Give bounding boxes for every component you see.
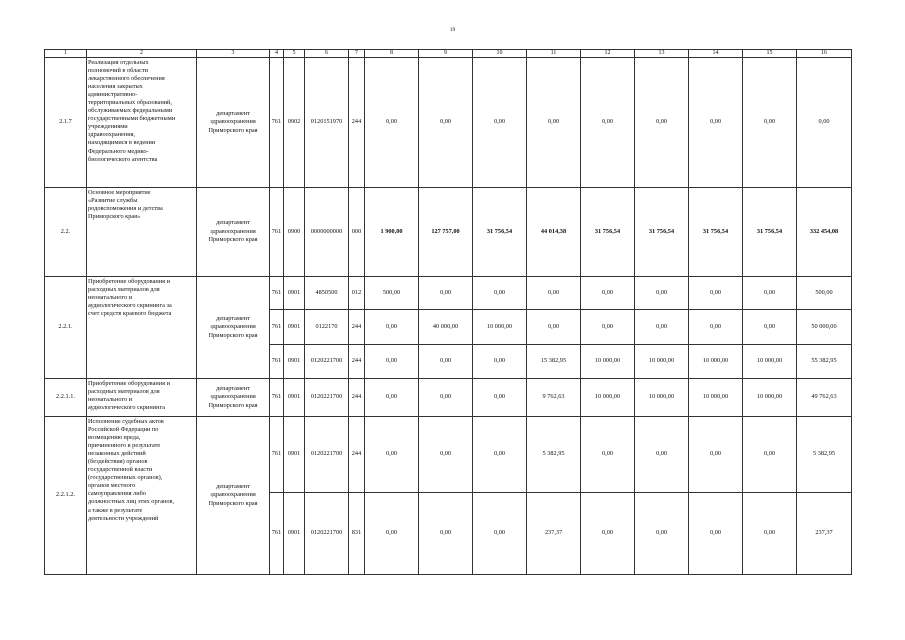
amount-cell: 0,00 — [419, 379, 473, 417]
amount-cell: 0,00 — [581, 277, 635, 310]
amount-cell: 0,00 — [365, 379, 419, 417]
amount-cell: 0,00 — [581, 310, 635, 345]
header-cell: 1 — [45, 50, 87, 58]
amount-cell: 0,00 — [473, 345, 527, 379]
budget-code-grbs: 761 — [270, 379, 284, 417]
budget-table — [44, 49, 852, 575]
amount-cell: 500,00 — [365, 277, 419, 310]
budget-code-target: 0120151970 — [305, 58, 349, 188]
amount-cell: 10 000,00 — [635, 345, 689, 379]
amount-cell: 0,00 — [365, 345, 419, 379]
amount-cell: 10 000,00 — [689, 345, 743, 379]
amount-cell: 31 756,54 — [581, 188, 635, 277]
amount-cell: 332 454,08 — [797, 188, 852, 277]
budget-code-section: 0901 — [284, 310, 305, 345]
amount-cell: 0,00 — [365, 310, 419, 345]
amount-cell: 55 382,95 — [797, 345, 852, 379]
amount-cell: 0,00 — [419, 345, 473, 379]
budget-code-target: 0000000000 — [305, 188, 349, 277]
budget-code-grbs: 761 — [270, 58, 284, 188]
amount-cell: 0,00 — [743, 277, 797, 310]
budget-code-target: 0120221700 — [305, 493, 349, 575]
amount-cell: 0,00 — [473, 277, 527, 310]
amount-cell: 0,00 — [419, 493, 473, 575]
header-cell: 13 — [635, 50, 689, 58]
header-cell: 6 — [305, 50, 349, 58]
amount-cell: 0,00 — [743, 493, 797, 575]
header-cell: 16 — [797, 50, 852, 58]
department: департамент здравоохранения Приморского края — [197, 188, 270, 277]
activity-name: Основное мероприятие «Развитие службы родовспоможения и детства Приморского края» — [87, 188, 197, 277]
amount-cell: 10 000,00 — [689, 379, 743, 417]
budget-code-expense: 244 — [349, 310, 365, 345]
amount-cell: 0,00 — [635, 417, 689, 493]
department: департамент здравоохранения Приморского края — [197, 58, 270, 188]
budget-code-expense: 000 — [349, 188, 365, 277]
header-cell: 10 — [473, 50, 527, 58]
amount-cell: 0,00 — [419, 58, 473, 188]
amount-cell: 0,00 — [581, 58, 635, 188]
budget-code-grbs: 761 — [270, 417, 284, 493]
budget-code-target: 0120221700 — [305, 345, 349, 379]
budget-code-section: 0902 — [284, 58, 305, 188]
amount-cell: 0,00 — [365, 417, 419, 493]
budget-code-target: 0122170 — [305, 310, 349, 345]
budget-code-grbs: 761 — [270, 277, 284, 310]
header-cell: 11 — [527, 50, 581, 58]
header-cell: 2 — [87, 50, 197, 58]
amount-cell: 0,00 — [419, 417, 473, 493]
amount-cell: 0,00 — [527, 58, 581, 188]
department: департамент здравоохранения Приморского края — [197, 277, 270, 379]
amount-cell: 0,00 — [743, 58, 797, 188]
amount-cell: 237,37 — [797, 493, 852, 575]
amount-cell: 0,00 — [743, 417, 797, 493]
table-row — [45, 379, 852, 417]
budget-code-grbs: 761 — [270, 345, 284, 379]
amount-cell: 0,00 — [635, 493, 689, 575]
amount-cell: 0,00 — [527, 310, 581, 345]
amount-cell: 0,00 — [527, 277, 581, 310]
row-number: 2.2.1.2. — [45, 417, 87, 575]
budget-code-section: 0900 — [284, 188, 305, 277]
header-cell: 14 — [689, 50, 743, 58]
amount-cell: 0,00 — [689, 417, 743, 493]
amount-cell: 0,00 — [581, 493, 635, 575]
activity-name: Исполнение судебных актов Российской Федерации по возмещению вреда, причиненного в результате незаконных действий (бездействия) органов государственной власти (государственных органов), органов местного самоуправления либо должностных лиц этих органов, а также в результате деятельности учреждений — [87, 417, 197, 575]
table-row — [45, 58, 852, 188]
budget-code-section: 0901 — [284, 379, 305, 417]
department: департамент здравоохранения Приморского края — [197, 379, 270, 417]
header-cell: 12 — [581, 50, 635, 58]
amount-cell: 10 000,00 — [743, 379, 797, 417]
amount-cell: 5 382,95 — [527, 417, 581, 493]
amount-cell: 5 382,95 — [797, 417, 852, 493]
budget-code-grbs: 761 — [270, 188, 284, 277]
budget-code-expense: 831 — [349, 493, 365, 575]
activity-name: Приобретение оборудования и расходных материалов для неонатального и аудиологического скрининга — [87, 379, 197, 417]
amount-cell: 50 000,00 — [797, 310, 852, 345]
amount-cell: 0,00 — [689, 310, 743, 345]
budget-code-section: 0901 — [284, 417, 305, 493]
budget-code-expense: 244 — [349, 58, 365, 188]
row-number: 2.2.1. — [45, 277, 87, 379]
amount-cell: 31 756,54 — [635, 188, 689, 277]
amount-cell: 127 757,00 — [419, 188, 473, 277]
budget-code-expense: 012 — [349, 277, 365, 310]
amount-cell: 0,00 — [473, 58, 527, 188]
amount-cell: 0,00 — [473, 417, 527, 493]
row-number: 2.2.1.1. — [45, 379, 87, 417]
budget-code-grbs: 761 — [270, 310, 284, 345]
amount-cell: 0,00 — [743, 310, 797, 345]
header-cell: 9 — [419, 50, 473, 58]
amount-cell: 10 000,00 — [581, 379, 635, 417]
amount-cell: 10 000,00 — [743, 345, 797, 379]
amount-cell: 44 014,38 — [527, 188, 581, 277]
budget-code-section: 0901 — [284, 345, 305, 379]
amount-cell: 0,00 — [689, 493, 743, 575]
amount-cell: 237,37 — [527, 493, 581, 575]
amount-cell: 31 756,54 — [689, 188, 743, 277]
budget-code-target: 4850500 — [305, 277, 349, 310]
budget-code-expense: 244 — [349, 345, 365, 379]
budget-code-target: 0120221700 — [305, 379, 349, 417]
amount-cell: 10 000,00 — [473, 310, 527, 345]
header-cell: 15 — [743, 50, 797, 58]
budget-code-grbs: 761 — [270, 493, 284, 575]
amount-cell: 0,00 — [473, 493, 527, 575]
activity-name: Реализация отдельных полномочий в области лекарственного обеспечения населения закрытых административно- территориальных образований, обслуживаемых федеральными государственными бюджетными учреждениями здравоохранения, находящимися в ведении Федерального медико- биологического агентства — [87, 58, 197, 188]
amount-cell: 10 000,00 — [635, 379, 689, 417]
amount-cell: 1 900,00 — [365, 188, 419, 277]
table-row — [45, 277, 852, 310]
department: департамент здравоохранения Приморского края — [197, 417, 270, 575]
amount-cell: 0,00 — [797, 58, 852, 188]
header-cell: 3 — [197, 50, 270, 58]
budget-code-expense: 244 — [349, 379, 365, 417]
amount-cell: 0,00 — [635, 310, 689, 345]
amount-cell: 0,00 — [473, 379, 527, 417]
amount-cell: 0,00 — [689, 277, 743, 310]
amount-cell: 0,00 — [635, 277, 689, 310]
amount-cell: 31 756,54 — [743, 188, 797, 277]
header-cell: 7 — [349, 50, 365, 58]
amount-cell: 0,00 — [581, 417, 635, 493]
amount-cell: 31 756,54 — [473, 188, 527, 277]
header-cell: 8 — [365, 50, 419, 58]
amount-cell: 9 762,63 — [527, 379, 581, 417]
header-cell: 5 — [284, 50, 305, 58]
amount-cell: 0,00 — [419, 277, 473, 310]
header-cell: 4 — [270, 50, 284, 58]
amount-cell: 0,00 — [365, 493, 419, 575]
budget-code-section: 0901 — [284, 277, 305, 310]
budget-code-section: 0901 — [284, 493, 305, 575]
activity-name: Приобретение оборудования и расходных материалов для неонатального и аудиологического скрининга за счет средств краевого бюджета — [87, 277, 197, 379]
amount-cell: 0,00 — [689, 58, 743, 188]
header-row — [45, 50, 852, 58]
amount-cell: 10 000,00 — [581, 345, 635, 379]
amount-cell: 500,00 — [797, 277, 852, 310]
amount-cell: 49 762,63 — [797, 379, 852, 417]
table-row — [45, 188, 852, 277]
row-number: 2.2. — [45, 188, 87, 277]
amount-cell: 0,00 — [635, 58, 689, 188]
amount-cell: 0,00 — [365, 58, 419, 188]
page-number: 19 — [449, 27, 456, 33]
budget-code-expense: 244 — [349, 417, 365, 493]
budget-code-target: 0120221700 — [305, 417, 349, 493]
amount-cell: 40 000,00 — [419, 310, 473, 345]
table-row — [45, 417, 852, 493]
row-number: 2.1.7 — [45, 58, 87, 188]
amount-cell: 15 382,95 — [527, 345, 581, 379]
